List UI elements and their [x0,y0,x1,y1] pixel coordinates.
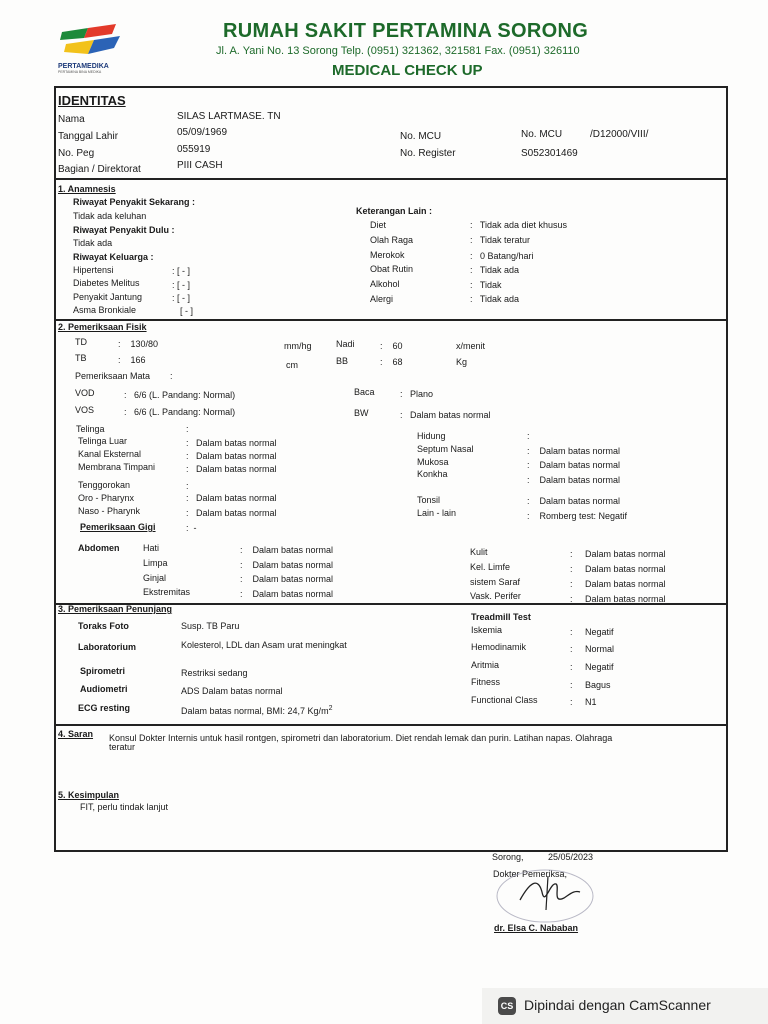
treadmill-row: Functional Class [471,695,538,705]
bagian-value: PIII CASH [177,160,223,171]
bb-value: : 68 [380,357,403,367]
tb-value: : 166 [118,355,146,365]
hospital-address: Jl. A. Yani No. 13 Sorong Telp. (0951) 321362, 321581 Fax. (0951) 326110 [216,45,580,57]
ket-row: Diet [370,220,387,230]
saran-heading: 4. Saran [58,729,94,739]
td-unit: mm/hg [284,341,312,351]
penunjang-val: ADS Dalam batas normal [181,686,283,696]
ket-val: : Tidak [470,280,502,290]
lain-value: : Romberg test: Negatif [527,511,628,521]
membrana-value: : Dalam batas normal [186,464,277,474]
tenggorokan-label: Tenggorokan [78,480,131,490]
form-title: MEDICAL CHECK UP [332,62,483,79]
keluarga-row: Hipertensi [73,265,114,275]
ket-val: : Tidak teratur [470,235,531,245]
keluarga-val: : [ - ] [172,280,191,290]
ket-val: : Tidak ada [470,265,520,275]
septum-value: : Dalam batas normal [527,446,621,456]
penunjang-val: Susp. TB Paru [181,621,240,631]
saran-text-2: teratur [109,742,136,752]
kulit-row: Kulit [470,547,488,557]
kanal-label: Kanal Eksternal [78,449,142,459]
kanal-value: : Dalam batas normal [186,451,277,461]
abdomen-val: : Dalam batas normal [240,545,334,555]
vos-value: : 6/6 (L. Pandang: Normal) [124,407,236,417]
telinga-luar-label: Telinga Luar [78,436,128,446]
nama-label: Nama [58,114,85,125]
treadmill-row: Hemodinamik [471,642,527,652]
doctor-name: dr. Elsa C. Nababan [494,923,579,933]
bb-label: BB [336,356,349,366]
camscanner-label: Dipindai dengan CamScanner [524,997,711,1013]
kesimpulan-heading: 5. Kesimpulan [58,790,120,800]
abdomen-val: : Dalam batas normal [240,560,334,570]
no-register-label: No. Register [400,148,456,159]
kulit-val: : Dalam batas normal [570,549,666,559]
riwayat-dulu-value: Tidak ada [73,238,113,248]
hospital-title: RUMAH SAKIT PERTAMINA SORONG [223,20,589,42]
penunjang-row: ECG resting [78,703,131,713]
logo-mark-icon [58,22,130,58]
divider-anamnesis [54,319,726,321]
pertamedika-logo [58,22,130,74]
oro-label: Oro - Pharynx [78,493,135,503]
colon: : [527,431,530,441]
kulit-val: : Dalam batas normal [570,564,666,574]
td-label: TD [75,337,87,347]
riwayat-dulu-label: Riwayat Penyakit Dulu : [73,225,175,235]
penunjang-row: Laboratorium [78,642,137,652]
no-mcu-label: No. MCU [400,131,442,142]
ket-val: : Tidak ada diet khusus [470,220,568,230]
kulit-row: Vask. Perifer [470,591,521,601]
keluarga-val: [ - ] [180,306,193,316]
abdomen-row: Limpa [143,558,168,568]
treadmill-val: : Negatif [570,662,614,672]
kesimpulan-text: FIT, perlu tindak lanjut [80,802,169,812]
tb-label: TB [75,353,87,363]
ket-val: : 0 Batang/hari [470,251,534,261]
ket-row: Olah Raga [370,235,414,245]
treadmill-val: : Normal [570,644,615,654]
baca-label: Baca [354,387,375,397]
keluarga-row: Asma Bronkiale [73,305,137,315]
vod-value: : 6/6 (L. Pandang: Normal) [124,390,236,400]
tonsil-label: Tonsil [417,495,441,505]
ket-row: Merokok [370,250,405,260]
vos-label: VOS [75,405,95,415]
gigi-label: Pemeriksaan Gigi [80,522,156,532]
konkha-label: Konkha [417,469,448,479]
tonsil-value: : Dalam batas normal [527,496,621,506]
lain-label: Lain - lain [417,508,457,518]
tgl-lahir-label: Tanggal Lahir [58,131,119,142]
no-peg-label: No. Peg [58,148,95,159]
bagian-label: Bagian / Direktorat [58,164,141,175]
sign-date: 25/05/2023 [548,852,594,862]
no-mcu-value: /D12000/VIII/ [590,129,649,140]
penunjang-row: Spirometri [80,666,126,676]
treadmill-row: Fitness [471,677,501,687]
nadi-value: : 60 [380,341,403,351]
telinga-label: Telinga [76,424,105,434]
nama-value: SILAS LARTMASE. TN [177,111,281,122]
abdomen-row: Ginjal [143,573,167,583]
ket-row: Alergi [370,294,394,304]
kulit-row: Kel. Limfe [470,562,511,572]
abdomen-label: Abdomen [78,543,120,553]
tgl-lahir-value: 05/09/1969 [177,127,228,138]
telinga-luar-value: : Dalam batas normal [186,438,277,448]
nadi-unit: x/menit [456,341,486,351]
mata-label: Pemeriksaan Mata : [75,371,173,381]
kulit-row: sistem Saraf [470,577,521,587]
tb-unit: cm [286,360,298,370]
baca-value: : Plano [400,389,434,399]
keluarga-row: Penyakit Jantung [73,292,143,302]
divider-identitas [54,178,726,180]
naso-value: : Dalam batas normal [186,508,277,518]
sign-place: Sorong, [492,852,524,862]
penunjang-heading: 3. Pemeriksaan Penunjang [58,604,173,614]
logo-tagline: PERTAMINA BINA MEDIKA [58,70,102,74]
septum-label: Septum Nasal [417,444,474,454]
mukosa-label: Mukosa [417,457,449,467]
hidung-label: Hidung [417,431,446,441]
ket-row: Obat Rutin [370,264,414,274]
no-register-value: S052301469 [521,148,578,159]
anamnesis-heading: 1. Anamnesis [58,184,116,194]
ket-val: : Tidak ada [470,294,520,304]
abdomen-row: Ekstremitas [143,587,191,597]
kulit-val: : Dalam batas normal [570,594,666,604]
identitas-heading: IDENTITAS [58,93,126,108]
keluarga-val: : [ - ] [172,293,191,303]
no-peg-value: 055919 [177,144,211,155]
saran-text: Konsul Dokter Internis untuk hasil rontgen, spirometri dan laboratorium. Diet rendah lemak dan purin. Latihan napas. Olahraga [109,733,613,743]
treadmill-row: Iskemia [471,625,503,635]
riwayat-sekarang-value: Tidak ada keluhan [73,211,147,221]
vod-label: VOD [75,388,95,398]
penunjang-row: Audiometri [80,684,128,694]
colon: : [186,481,189,491]
kulit-val: : Dalam batas normal [570,579,666,589]
nadi-label: Nadi [336,339,355,349]
logo-text: PERTAMEDIKA [58,63,109,70]
mukosa-value: : Dalam batas normal [527,460,621,470]
gigi-value: : - [186,523,197,533]
abdomen-val: : Dalam batas normal [240,574,334,584]
keluarga-row: Diabetes Melitus [73,278,140,288]
konkha-value: : Dalam batas normal [527,475,621,485]
bw-value: : Dalam batas normal [400,410,491,420]
treadmill-label: Treadmill Test [471,612,531,622]
camscanner-bar [482,988,768,1024]
abdomen-row: Hati [143,543,160,553]
bb-unit: Kg [456,357,468,367]
fisik-heading: 2. Pemeriksaan Fisik [58,322,147,332]
riwayat-sekarang-label: Riwayat Penyakit Sekarang : [73,197,196,207]
naso-label: Naso - Pharynk [78,506,141,516]
td-value: : 130/80 [118,339,159,349]
membrana-label: Membrana Timpani [78,462,156,472]
penunjang-val: Kolesterol, LDL dan Asam urat meningkat [181,640,347,650]
keterangan-lain-label: Keterangan Lain : [356,206,433,216]
treadmill-val: : Negatif [570,627,614,637]
colon: : [186,424,189,434]
treadmill-val: : N1 [570,697,597,707]
keluarga-val: : [ - ] [172,266,191,276]
riwayat-keluarga-label: Riwayat Keluarga : [73,252,154,262]
treadmill-val: : Bagus [570,680,611,690]
divider-penunjang [54,724,726,726]
no-mcu-label-2: No. MCU [521,129,563,140]
signature-stamp [490,862,600,932]
penunjang-val: Dalam batas normal, BMI: 24,7 $Kg/m^2$ [181,705,333,716]
bw-label: BW [354,408,369,418]
treadmill-row: Aritmia [471,660,500,670]
camscanner-icon: CS [498,997,516,1015]
abdomen-val: : Dalam batas normal [240,589,334,599]
penunjang-val: Restriksi sedang [181,668,248,678]
doctor-label: Dokter Pemeriksa, [493,869,568,879]
oro-value: : Dalam batas normal [186,493,277,503]
ket-row: Alkohol [370,279,400,289]
penunjang-row: Toraks Foto [78,621,129,631]
